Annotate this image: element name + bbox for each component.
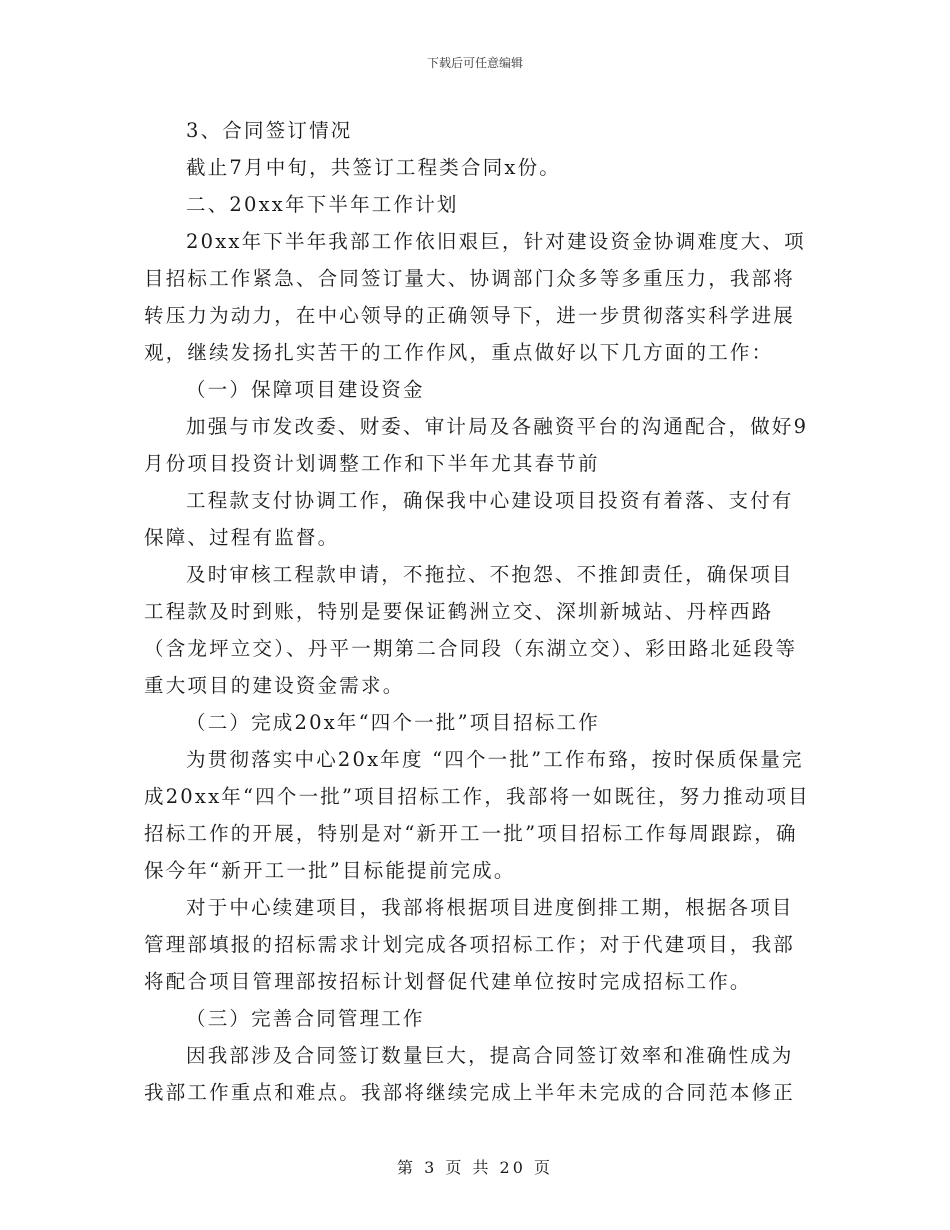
paragraph-funding-coordination: 加强与市发改委、财委、审计局及各融资平台的沟通配合，做好9月份项目投资计划调整工作和下半年尤其春节前 [144,415,809,475]
paragraph-plan-intro: 20xx年下半年我部工作依旧艰巨，针对建设资金协调难度大、项目招标工作紧急、合同签订量大、协调部门众多等多重压力，我部将转压力为动力，在中心领导的正确领导下，进一步贯彻落实科学进展观，继续发扬扎实苦干的工作作风，重点做好以下几方面的工作： [144,230,806,364]
paragraph-payment-review: 及时审核工程款申请，不拖拉、不抱怨、不推卸责任，确保项目工程款及时到账，特别是要保证鹤洲立交、深圳新城站、丹梓西路（含龙坪立交）、丹平一期第二合同段（东湖立交）、彩田路北延段等重大项目的建设资金需求。 [144,563,798,697]
section-heading-plan: 二、20xx年下半年工作计划 [186,193,459,216]
paragraph-contract-count: 截止7月中旬，共签订工程类合同x份。 [186,156,562,179]
page-header: 下载后可任意编辑 [426,56,523,70]
subheading-funding: （一）保障项目建设资金 [186,378,425,401]
paragraph-payment-coordination: 工程款支付协调工作，确保我中心建设项目投资有着落、支付有保障、过程有监督。 [144,489,794,549]
document-body [144,112,810,1111]
subheading-contract-management: （三）完善合同管理工作 [186,1007,425,1030]
page-footer: 第 3 页 共 20 页 [397,1158,553,1177]
paragraph-bidding-plan: 为贯彻落实中心20x年度 “四个一批”工作布臵，按时保质保量完成20xx年“四个一批”项目招标工作，我部将一如既往，努力推动项目招标工作的开展，特别是对“新开工一批”项目招标工作每周跟踪，确保今年“新开工一批”目标能提前完成。 [144,748,810,882]
subheading-bidding: （二）完成20x年“四个一批”项目招标工作 [186,711,600,734]
paragraph-contract-management: 因我部涉及合同签订数量巨大，提高合同签订效率和准确性成为我部工作重点和难点。我部将继续完成上半年未完成的合同范本修正 [144,1044,796,1104]
paragraph-continuing-projects: 对于中心续建项目，我部将根据项目进度倒排工期，根据各项目管理部填报的招标需求计划完成各项招标工作；对于代建项目，我部将配合项目管理部按招标计划督促代建单位按时完成招标工作。 [144,896,796,993]
section-heading-contracts: 3、合同签订情况 [186,119,353,142]
